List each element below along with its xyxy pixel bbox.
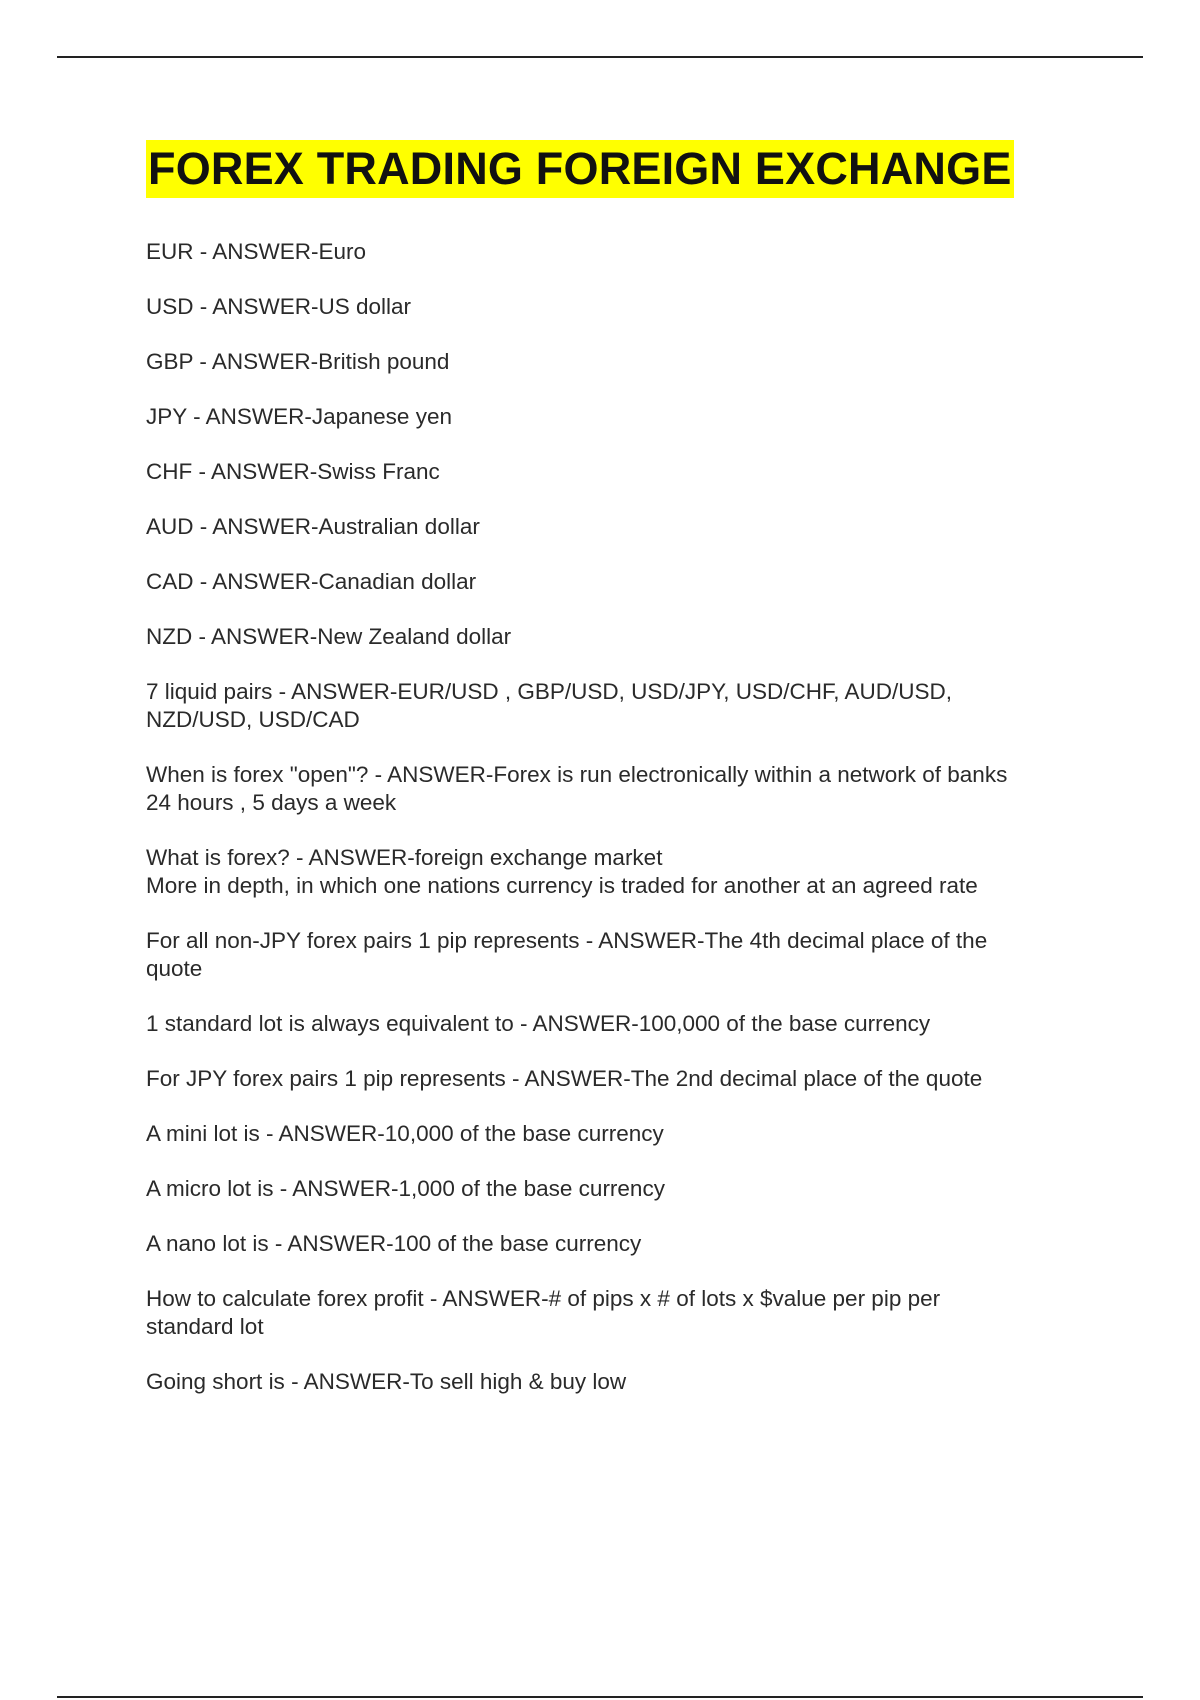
qa-item: JPY - ANSWER-Japanese yen: [146, 404, 452, 429]
qa-item: A nano lot is - ANSWER-100 of the base currency: [146, 1231, 642, 1256]
qa-item: 1 standard lot is always equivalent to - ANSWER-100,000 of the base currency: [146, 1011, 931, 1036]
qa-item: GBP - ANSWER-British pound: [146, 349, 450, 374]
qa-item: For JPY forex pairs 1 pip represents - ANSWER-The 2nd decimal place of the quote: [146, 1066, 983, 1091]
document-body: [146, 140, 1096, 1423]
qa-item: USD - ANSWER-US dollar: [146, 294, 412, 319]
qa-item: When is forex "open"? - ANSWER-Forex is run electronically within a network of banks 24 hours , 5 days a week: [146, 762, 1008, 815]
qa-item: NZD - ANSWER-New Zealand dollar: [146, 624, 512, 649]
qa-item: CHF - ANSWER-Swiss Franc: [146, 459, 440, 484]
title-block: [146, 140, 1096, 198]
qa-list: [146, 238, 1096, 1396]
qa-item: EUR - ANSWER-Euro: [146, 239, 367, 264]
header-rule: [57, 56, 1143, 58]
qa-item: A mini lot is - ANSWER-10,000 of the base currency: [146, 1121, 664, 1146]
qa-item: AUD - ANSWER-Australian dollar: [146, 514, 480, 539]
qa-item: 7 liquid pairs - ANSWER-EUR/USD , GBP/USD, USD/JPY, USD/CHF, AUD/USD, NZD/USD, USD/CAD: [146, 679, 953, 732]
qa-item: CAD - ANSWER-Canadian dollar: [146, 569, 477, 594]
qa-item: Going short is - ANSWER-To sell high & buy low: [146, 1369, 627, 1394]
qa-item: What is forex? - ANSWER-foreign exchange market More in depth, in which one nations currency is traded for another at an agreed rate: [146, 845, 978, 898]
document-title: FOREX TRADING FOREIGN EXCHANGE: [146, 140, 1014, 198]
qa-item: How to calculate forex profit - ANSWER-# of pips x # of lots x $value per pip per standard lot: [146, 1286, 941, 1339]
footer-rule: [57, 1696, 1143, 1698]
qa-item: A micro lot is - ANSWER-1,000 of the base currency: [146, 1176, 665, 1201]
qa-item: For all non-JPY forex pairs 1 pip represents - ANSWER-The 4th decimal place of the quote: [146, 928, 988, 981]
